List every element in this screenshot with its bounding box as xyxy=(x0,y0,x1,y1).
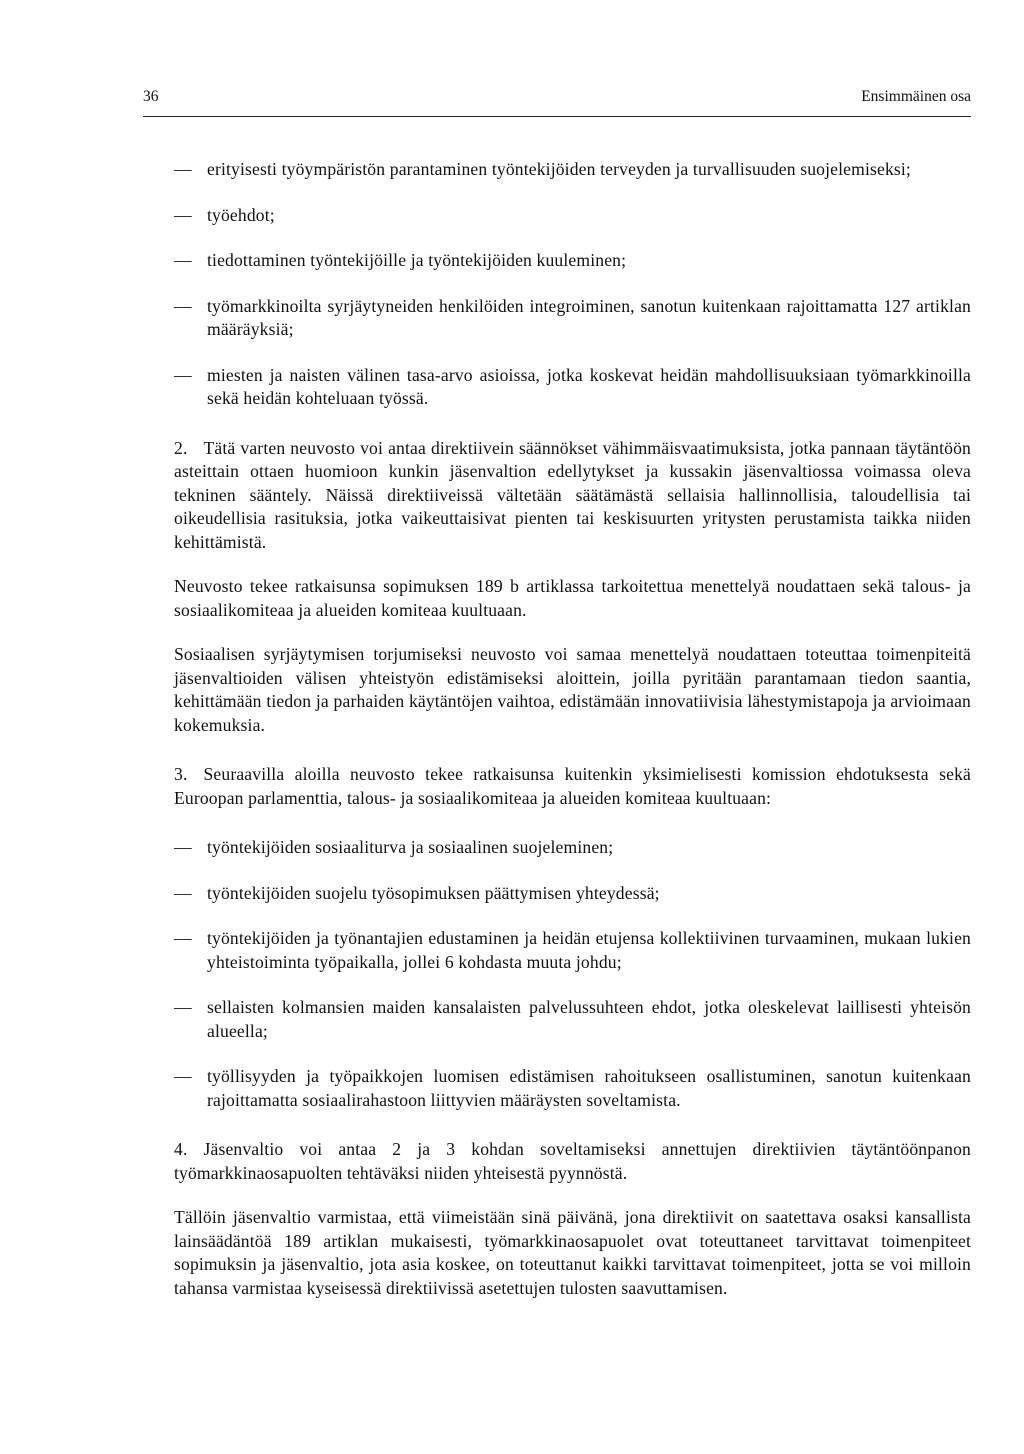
paragraph-number: 2. xyxy=(174,437,188,458)
list-item-text: työehdot; xyxy=(207,204,275,225)
dash-bullet: — xyxy=(174,997,192,1017)
dash-bullet: — xyxy=(174,928,192,948)
paragraph-2 xyxy=(174,437,971,555)
list-item-text: työmarkkinoilta syrjäytyneiden henkilöiden integroiminen, sanotun kuitenkaan rajoittamatta 127 artiklan määräyksiä; xyxy=(207,295,971,339)
dash-bullet: — xyxy=(174,295,192,316)
list-item xyxy=(174,249,971,273)
list-item-text: työntekijöiden suojelu työsopimuksen päättymisen yhteydessä; xyxy=(207,882,660,903)
paragraph-text: Seuraavilla aloilla neuvosto tekee ratkaisunsa kuitenkin yksimielisesti komission ehdotuksesta sekä Euroopan parlamenttia, talous- ja sosiaalikomiteaa ja alueiden komiteaa kuultuaan: xyxy=(174,764,971,808)
dash-bullet: — xyxy=(174,837,192,857)
dash-bullet: — xyxy=(174,1066,192,1086)
paragraph-text: Jäsenvaltio voi antaa 2 ja 3 kohdan soveltamiseksi annettujen direktiivien täytäntöönpanon työmarkkinaosapuolten tehtäväksi niiden yhteisestä pyynnöstä. xyxy=(174,1139,971,1183)
paragraph: Neuvosto tekee ratkaisunsa sopimuksen 189 b artiklassa tarkoitettua menettelyä noudattaen sekä talous- ja sosiaalikomiteaa ja alueiden komiteaa kuultuaan. xyxy=(174,576,971,620)
dash-bullet: — xyxy=(174,250,192,270)
paragraph-number: 4. xyxy=(174,1139,188,1159)
paragraph-3 xyxy=(174,763,971,810)
list-item-text: tiedottaminen työntekijöille ja työntekijöiden kuuleminen; xyxy=(207,250,627,270)
page-header xyxy=(143,88,971,114)
dash-bullet: — xyxy=(174,882,192,903)
list-item-text: työntekijöiden ja työnantajien edustaminen ja heidän etujensa kollektiivinen turvaaminen, mukaan lukien yhteistoiminta työpaikalla, jollei 6 kohdasta muuta johdu; xyxy=(207,928,971,972)
running-title: Ensimmäinen osa xyxy=(861,88,971,105)
list-item xyxy=(174,364,971,411)
dash-bullet: — xyxy=(174,364,192,385)
list-item xyxy=(174,927,971,974)
list-item-text: työntekijöiden sosiaaliturva ja sosiaalinen suojeleminen; xyxy=(207,837,614,857)
header-rule xyxy=(143,116,971,117)
paragraph: Tällöin jäsenvaltio varmistaa, että viimeistään sinä päivänä, jona direktiivit on saatettava osaksi kansallista lainsäädäntöä 189 artiklan mukaisesti, työmarkkinaosapuolet ovat toteuttaneet tarvittavat toimenpiteet sopimuksin ja jäsenvaltio, jota asia koskee, on toteuttanut kaikki tarvittavat toimenpiteet, jotta se voi milloin tahansa varmistaa kyseisessä direktiivissä asetettujen tulosten saavuttamisen. xyxy=(174,1207,971,1298)
list-item-text: työllisyyden ja työpaikkojen luomisen edistämisen rahoitukseen osallistuminen, sanotun kuitenkaan rajoittamatta sosiaalirahastoon liittyvien määräysten soveltamista. xyxy=(207,1066,971,1110)
document-body xyxy=(174,158,971,1321)
dash-bullet: — xyxy=(174,159,192,179)
list-item xyxy=(174,836,971,860)
list-item xyxy=(174,882,971,906)
list-item xyxy=(174,996,971,1043)
list-item xyxy=(174,1065,971,1112)
list-item xyxy=(174,204,971,228)
page-number: 36 xyxy=(143,88,159,105)
list-item xyxy=(174,295,971,342)
paragraph-text: Tätä varten neuvosto voi antaa direktiivein säännökset vähimmäisvaatimuksista, jotka pannaan täytäntöön asteittain ottaen huomioon kunkin jäsenvaltion edellytykset ja kussakin jäsenvaltiossa voimassa oleva tekninen sääntely. Näissä direktiiveissä vältetään säätämästä sellaisia hallinnollisia, taloudellisia tai oikeudellisia rasituksia, jotka vaikeuttaisivat pienten tai keskisuurten yritysten perustamista taikka niiden kehittämistä. xyxy=(174,437,971,552)
dash-bullet: — xyxy=(174,204,192,225)
paragraph-4 xyxy=(174,1138,971,1185)
paragraph: Sosiaalisen syrjäytymisen torjumiseksi neuvosto voi samaa menettelyä noudattaen toteuttaa toimenpiteitä jäsenvaltioiden välisen yhteistyön edistämiseksi aloittein, joilla pyritään parantamaan tiedon saantia, kehittämään tiedon ja parhaiden käytäntöjen vaihtoa, edistämään innovatiivisia lähestymistapoja ja arvioimaan kokemuksia. xyxy=(174,644,971,735)
list-item-text: miesten ja naisten välinen tasa-arvo asioissa, jotka koskevat heidän mahdollisuuksiaan työmarkkinoilla sekä heidän kohteluaan työssä. xyxy=(207,364,971,408)
list-item-text: sellaisten kolmansien maiden kansalaisten palvelussuhteen ehdot, jotka oleskelevat laillisesti yhteisön alueella; xyxy=(207,997,971,1041)
list-item-text: erityisesti työympäristön parantaminen työntekijöiden terveyden ja turvallisuuden suojelemiseksi; xyxy=(207,159,911,179)
paragraph-number: 3. xyxy=(174,764,188,784)
list-item xyxy=(174,158,971,182)
